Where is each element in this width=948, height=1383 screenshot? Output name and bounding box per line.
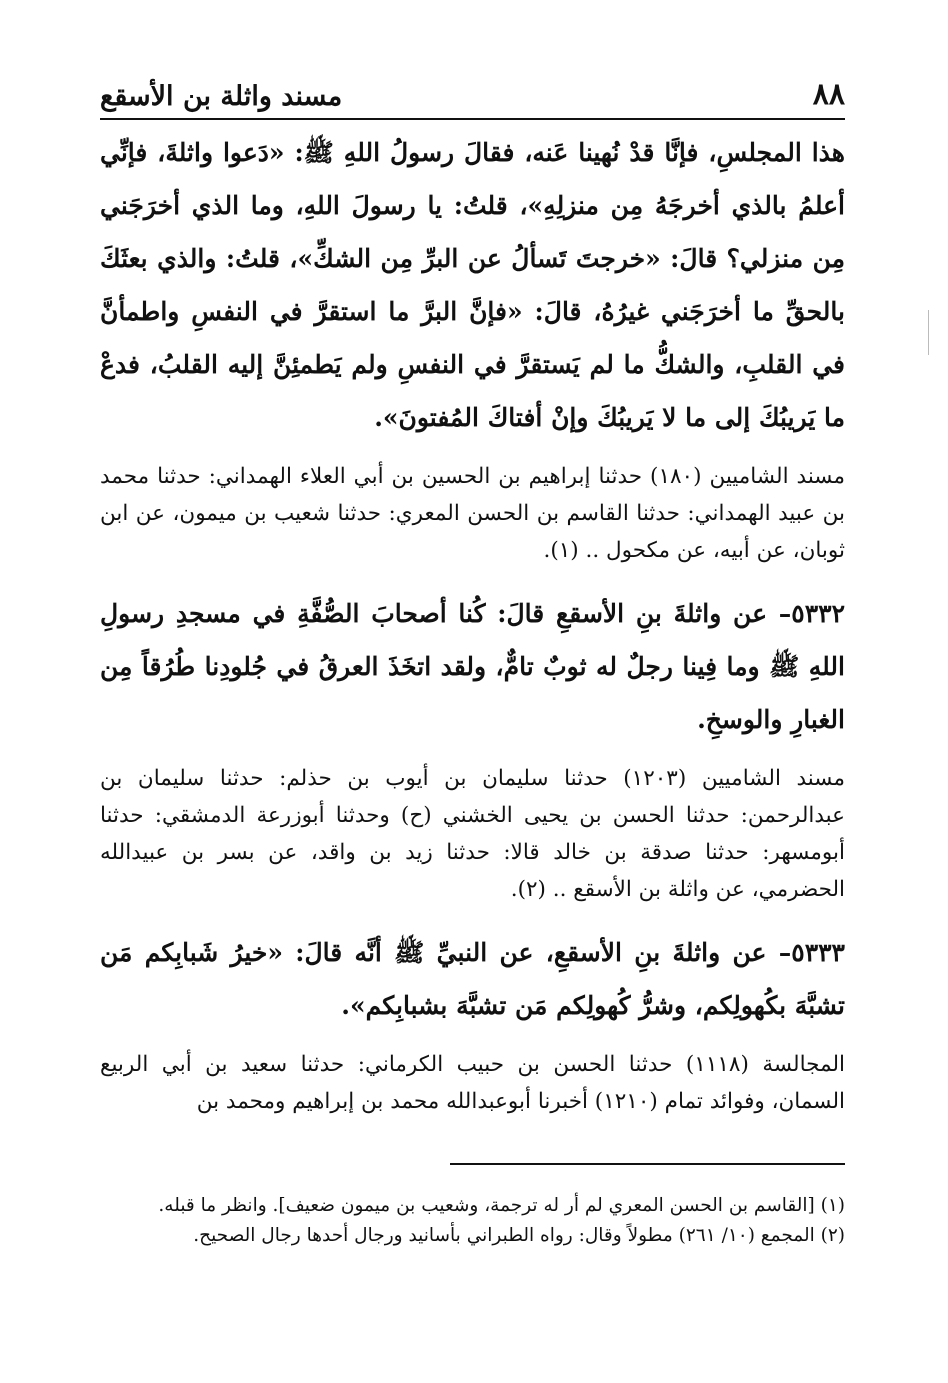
source-citation: مسند الشاميين (١٨٠) حدثنا إبراهيم بن الحسين بن أبي العلاء الهمداني: حدثنا محمد بن عبيد الهمداني: حدثنا القاسم بن الحسن المعري: حدثنا شعيب بن ميمون، عن ابن ثوبان، عن أبيه، عن مكحول .. (١). — [100, 464, 846, 563]
hadith-5333 — [100, 926, 845, 1032]
source-citation: مسند الشاميين (١٢٠٣) حدثنا سليمان بن أيوب بن حذلم: حدثنا سليمان بن عبدالرحمن: حدثنا الحسن بن يحيى الخشني (ح) وحدثنا أبوزرعة الدمشقي: حدثنا أبومسهر: حدثنا صدقة بن خالد قالا: حدثنا زيد بن واقد، عن بسر بن عبيدالله الحضرمي، عن واثلة بن الأسقع .. (٢). — [100, 766, 845, 902]
footnote-1: (١) [القاسم بن الحسن المعري لم أر له ترجمة، وشعيب بن ميمون ضعيف]. وانظر ما قبله. — [158, 1195, 845, 1216]
footnote-2: (٢) المجمع (١٠/ ٢٦١) مطولاً وقال: رواه الطبراني بأسانيد ورجال أحدها رجال الصحيح. — [193, 1225, 845, 1246]
footnote-list — [100, 1191, 845, 1251]
hadith-number: ٥٣٣٢– — [778, 599, 845, 628]
hadith-text: هذا المجلسِ، فإنَّا قدْ نُهينا عَنه، فقالَ رسولُ اللهِ ﷺ: «دَعوا واثلةَ، فإنِّي أعلمُ بالذي أخرجَهُ مِن منزلِهِ»، قلتُ: يا رسولَ اللهِ، وما الذي أخرَجَني مِن منزلي؟ قالَ: «خرجتَ تَسألُ عن البرِّ مِن الشكِّ»، قلتُ: والذي بعثَكَ بالحقِّ ما أخرَجَني غيرُهُ، قالَ: «فإنَّ البرَّ ما استقرَّ في النفسِ واطمأنَّ في القلبِ، والشكُّ ما لم يَستقرَّ في النفسِ ولم يَطمئِنَّ إليه القلبُ، فدعْ ما يَريبُكَ إلى ما لا يَريبُكَ وإنْ أفتاكَ المُفتونَ». — [100, 138, 845, 432]
page-number: ٨٨ — [812, 77, 845, 112]
page-header — [100, 70, 845, 120]
scan-margin-mark — [928, 310, 929, 355]
hadith-number: ٥٣٣٣– — [778, 938, 845, 967]
main-text — [100, 126, 845, 1120]
running-title: مسند واثلة بن الأسقع — [100, 81, 343, 112]
hadith-text: عن واثلةَ بنِ الأسقعِ، عن النبيِّ ﷺ أنَّه قالَ: «خيرُ شَبابِكم مَن تشبَّهَ بكُهولِكم، وشرُّ كُهولِكم مَن تشبَّهَ بشبابِكم». — [100, 938, 845, 1020]
hadith-5332 — [100, 587, 845, 746]
source-citation: المجالسة (١١١٨) حدثنا الحسن بن حبيب الكرماني: حدثنا سعيد بن أبي الربيع السمان، وفوائد تمام (١٢١٠) أخبرنا أبوعبدالله محمد بن إبراهيم ومحمد بن — [100, 1052, 845, 1114]
footnote-divider — [450, 1163, 845, 1165]
hadith-continuation — [100, 126, 845, 444]
hadith-text: عن واثلةَ بنِ الأسقعِ قالَ: كُنا أصحابَ الصُّفَّةِ في مسجدِ رسولِ اللهِ ﷺ وما فِينا رجلٌ له ثوبٌ تامٌّ، ولقد اتخَذَ العرقُ في جُلودِنا طُرُقاً مِن الغبارِ والوسخِ. — [100, 599, 845, 734]
